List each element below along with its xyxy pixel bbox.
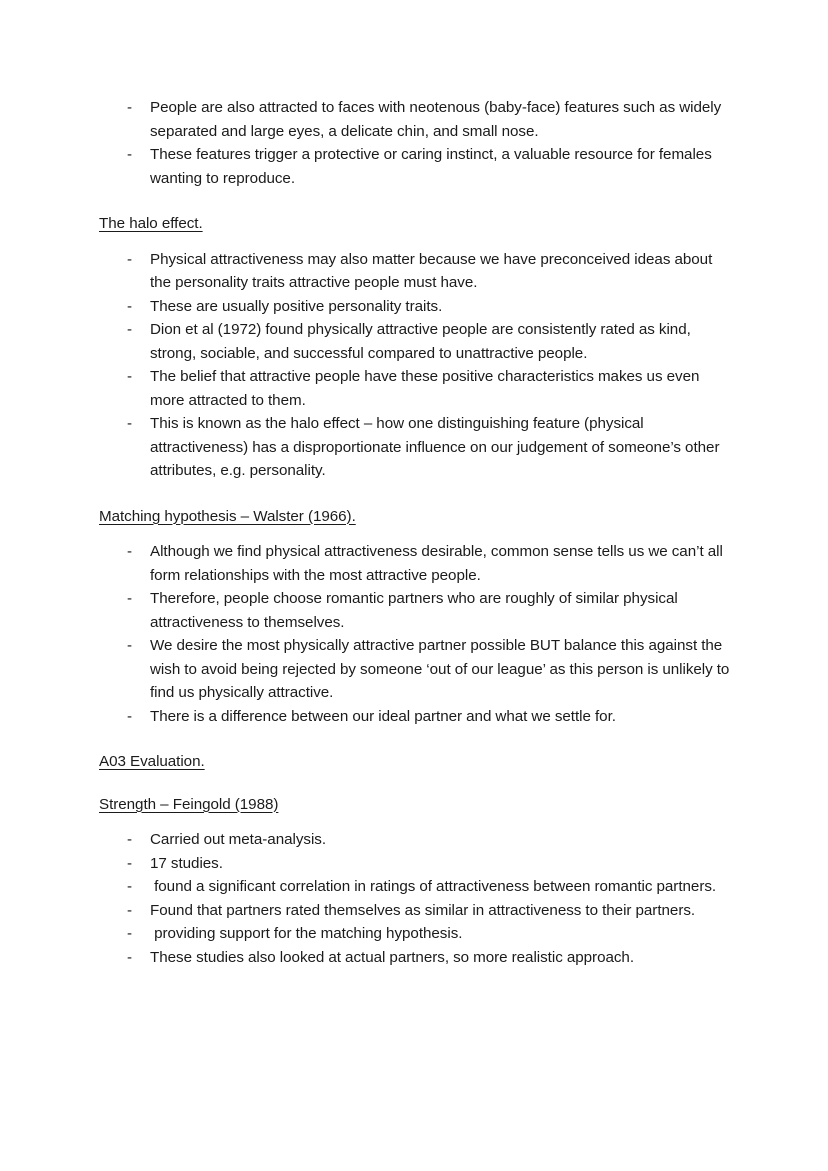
list-item: [99, 295, 731, 319]
bullet-dash-icon: -: [127, 368, 133, 385]
list-item: [99, 634, 734, 705]
section-heading-text: Matching hypothesis – Walster (1966).: [99, 507, 356, 525]
list-item: [99, 540, 731, 587]
bullet-list-strength-feingold: [99, 828, 731, 969]
list-item-text: Carried out meta-analysis.: [150, 831, 327, 848]
section-heading-a03-evaluation: [99, 750, 731, 774]
bullet-list-halo-effect: [99, 248, 731, 483]
list-item: [99, 828, 731, 852]
bullet-dash-icon: -: [127, 297, 133, 315]
list-item-text: The belief that attractive people have these positive characteristics makes us even more attracted to them.: [150, 368, 704, 409]
bullet-dash-icon: -: [127, 707, 133, 725]
document-content: [99, 96, 734, 969]
list-item-text: We desire the most physically attractive partner possible BUT balance this against the wish to avoid being rejected by someone ‘out of our league’ as this person is unlikely to find us physically attractive.: [150, 637, 734, 701]
list-item-text: Physical attractiveness may also matter because we have preconceived ideas about the personality traits attractive people must have.: [150, 250, 717, 291]
list-item: [99, 946, 731, 970]
list-item: [99, 96, 731, 143]
list-item: [99, 318, 731, 365]
list-item-text: found a significant correlation in ratings of attractiveness between romantic partners.: [150, 878, 717, 895]
bullet-dash-icon: -: [127, 415, 133, 432]
bullet-dash-icon: -: [127, 543, 133, 560]
list-item-text: Therefore, people choose romantic partners who are roughly of similar physical attractiveness to themselves.: [150, 590, 682, 631]
list-item-text: There is a difference between our ideal partner and what we settle for.: [150, 707, 616, 725]
bullet-dash-icon: -: [127, 901, 133, 919]
bullet-dash-icon: -: [127, 637, 133, 654]
list-item: [99, 705, 731, 729]
bullet-dash-icon: -: [127, 948, 133, 966]
bullet-dash-icon: -: [127, 925, 133, 942]
section-heading-halo-effect: [99, 212, 731, 236]
list-item: [99, 875, 731, 899]
bullet-dash-icon: -: [127, 878, 133, 895]
bullet-dash-icon: -: [127, 831, 133, 848]
bullet-dash-icon: -: [127, 146, 133, 163]
list-item: [99, 412, 731, 483]
bullet-dash-icon: -: [127, 854, 133, 872]
list-item-text: providing support for the matching hypothesis.: [150, 925, 463, 942]
list-item: [99, 248, 731, 295]
section-heading-text: Strength – Feingold (1988): [99, 795, 279, 813]
section-heading-strength-feingold: [99, 793, 731, 817]
bullet-dash-icon: -: [127, 250, 133, 268]
list-item-text: These are usually positive personality traits.: [150, 297, 443, 315]
list-item: [99, 852, 731, 876]
bullet-list-neotenous-features: [99, 96, 731, 190]
bullet-dash-icon: -: [127, 99, 133, 116]
list-item: [99, 922, 731, 946]
list-item-text: These features trigger a protective or caring instinct, a valuable resource for females wanting to reproduce.: [150, 146, 716, 187]
list-item: [99, 587, 731, 634]
list-item-text: Dion et al (1972) found physically attractive people are consistently rated as kind, strong, sociable, and successful compared to unattractive people.: [150, 321, 695, 362]
list-item: [99, 143, 731, 190]
list-item-text: Although we find physical attractiveness desirable, common sense tells us we can’t all form relationships with the most attractive people.: [150, 543, 727, 584]
list-item: [99, 365, 731, 412]
list-item-text: People are also attracted to faces with neotenous (baby-face) features such as widely separated and large eyes, a delicate chin, and small nose.: [150, 99, 726, 140]
bullet-dash-icon: -: [127, 590, 133, 607]
section-heading-matching-hypothesis: [99, 505, 731, 529]
list-item-text: 17 studies.: [150, 854, 223, 872]
list-item-text: These studies also looked at actual partners, so more realistic approach.: [150, 948, 635, 966]
section-heading-text: The halo effect.: [99, 215, 203, 232]
bullet-list-matching-hypothesis: [99, 540, 734, 728]
bullet-dash-icon: -: [127, 321, 133, 338]
list-item: [99, 899, 731, 923]
section-heading-text: A03 Evaluation.: [99, 753, 205, 770]
list-item-text: This is known as the halo effect – how one distinguishing feature (physical attractiveness) has a disproportionate influence on our judgement of someone’s other attributes, e.g. personality.: [150, 415, 724, 479]
list-item-text: Found that partners rated themselves as similar in attractiveness to their partners.: [150, 901, 696, 919]
